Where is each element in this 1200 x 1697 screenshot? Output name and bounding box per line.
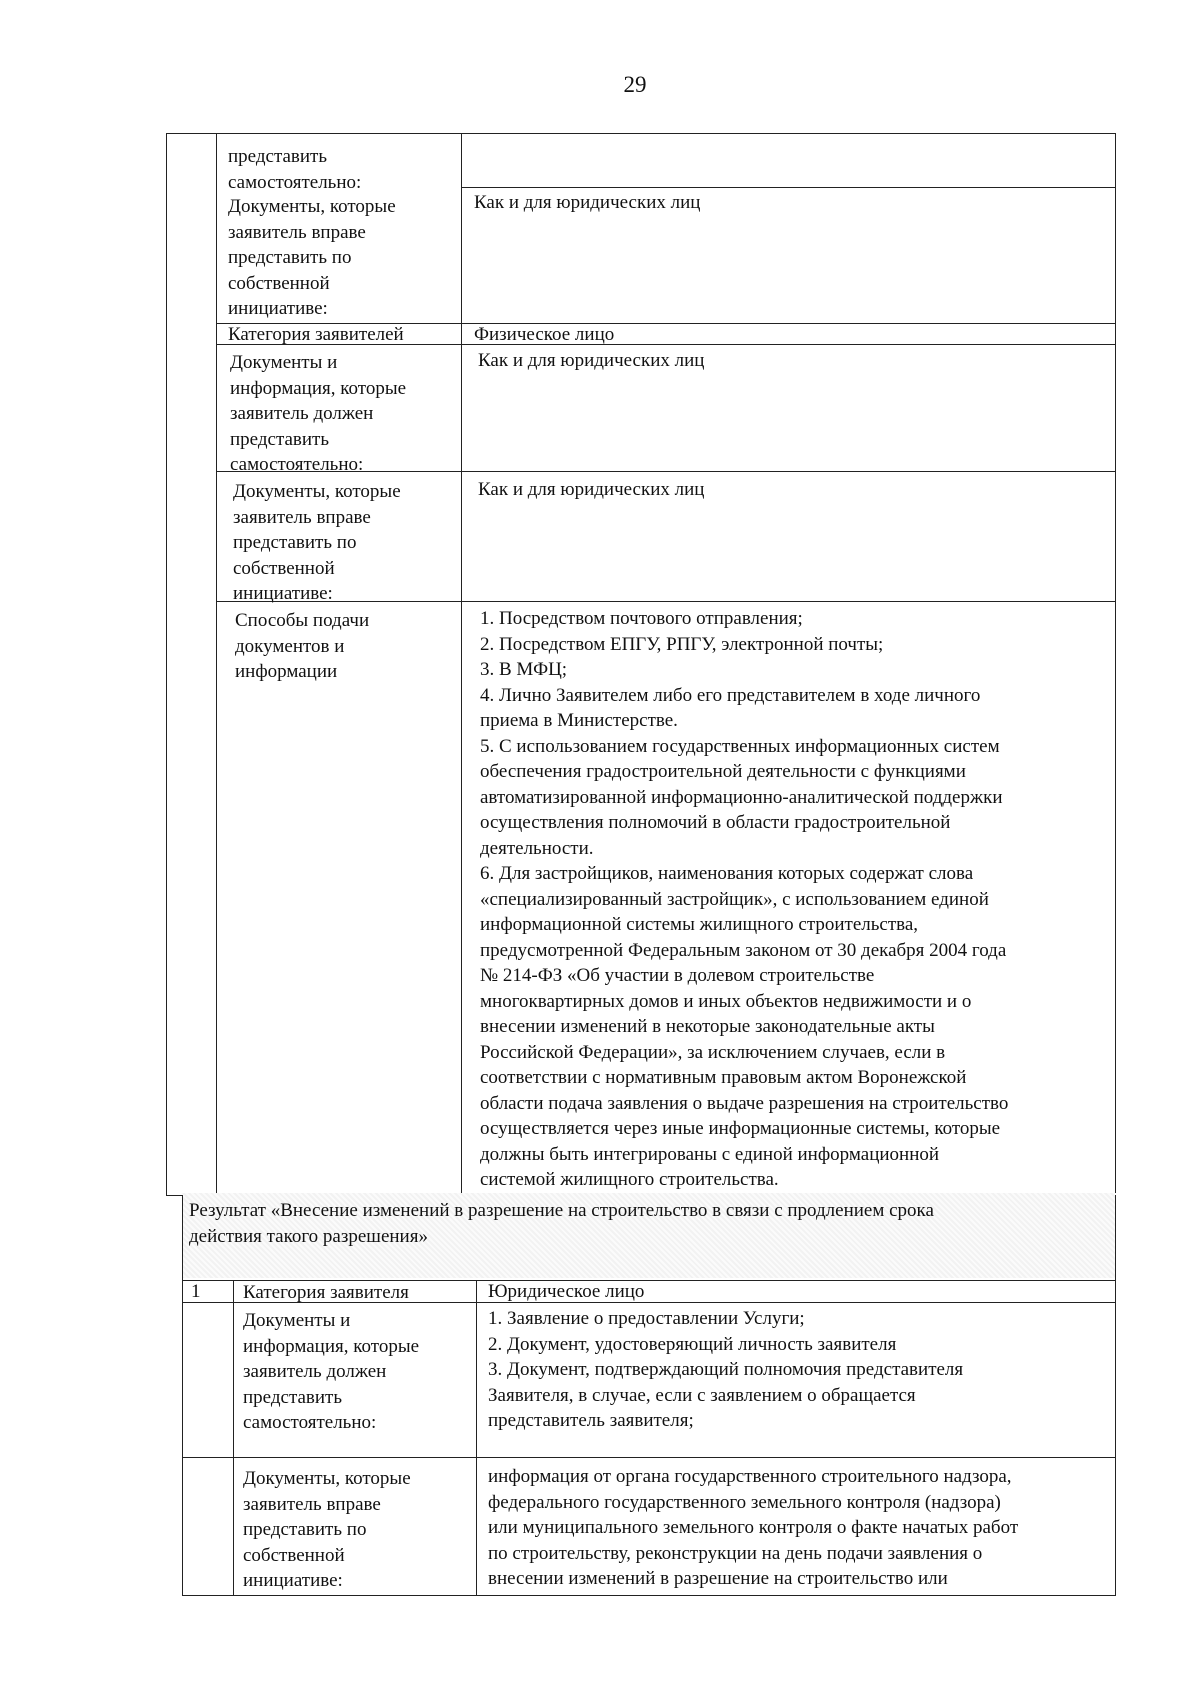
row-label-applicant-category: Категория заявителей (228, 324, 404, 345)
row-label-self-provided-cont: представить самостоятельно: (228, 146, 362, 193)
row-value-submission-methods: 1. Посредством почтового отправления; 2. Посредством ЕПГУ, РПГУ, электронной почты; 3. В МФЦ; 4. Лично Заявителем либо его представителем в ходе личного приема в Министерстве. 5. С использованием государственных информационных систем обеспечения градостроительной деятельности с функциями автоматизированной информационно-аналитической поддержки осуществления полномочий в области градостроительной деятельности. 6. Для застройщиков, наименования которых содержат слова «специализированный застройщик», с использованием единой информационной системы жилищного строительства, предусмотренной Федеральным законом от 30 декабря 2004 года № 214-ФЗ «Об участии в долевом строительстве многоквартирных домов и иных объектов недвижимости и о внесении изменений в некоторые законодательные акты Российской Федерации», за исключением случаев, если в соответствии с нормативным правовым актом Воронежской области подача заявления о выдаче разрешения на строительство осуществляется через иные информационные системы, которые должны быть интегрированы с единой информационной системой жилищного строительства. (480, 608, 1009, 1190)
row-value-optional-docs-3: информация от органа государственного строительного надзора, федерального государственного земельного контроля (надзора) или муниципального земельного контроля о факте начатых работ по строительству, реконструкции на день подачи заявления о внесении изменений в разрешение на строительство или (488, 1466, 1019, 1589)
row-value-optional-docs: Как и для юридических лиц (474, 192, 701, 213)
row-value-applicant-category-2: Юридическое лицо (488, 1281, 645, 1302)
result-header: Результат «Внесение изменений в разрешение на строительство в связи с продлением срока действия такого разрешения» (189, 1200, 934, 1247)
row-value-required-docs-2: 1. Заявление о предоставлении Услуги; 2. Документ, удостоверяющий личность заявителя 3. Документ, подтверждающий полномочия представителя Заявителя, в случае, если с заявлением о обращается представитель заявителя; (488, 1308, 964, 1431)
row-value-applicant-category: Физическое лицо (474, 324, 615, 345)
row-label-applicant-category-2: Категория заявителя (243, 1282, 409, 1303)
row-label-optional-docs: Документы, которые заявитель вправе представить по собственной инициативе: (228, 196, 396, 319)
row-label-optional-docs-2: Документы, которые заявитель вправе представить по собственной инициативе: (233, 481, 401, 604)
row-label-submission-methods: Способы подачи документов и информации (235, 610, 370, 682)
row-label-optional-docs-3: Документы, которые заявитель вправе представить по собственной инициативе: (243, 1468, 411, 1591)
row-label-required-docs-2: Документы и информация, которые заявитель должен представить самостоятельно: (243, 1310, 420, 1433)
row-label-required-docs: Документы и информация, которые заявитель должен представить самостоятельно: (230, 352, 407, 475)
page-number: 29 (623, 72, 647, 97)
row-value-required-docs: Как и для юридических лиц (478, 350, 705, 371)
row-number: 1 (191, 1281, 201, 1302)
row-value-optional-docs-2: Как и для юридических лиц (478, 479, 705, 500)
